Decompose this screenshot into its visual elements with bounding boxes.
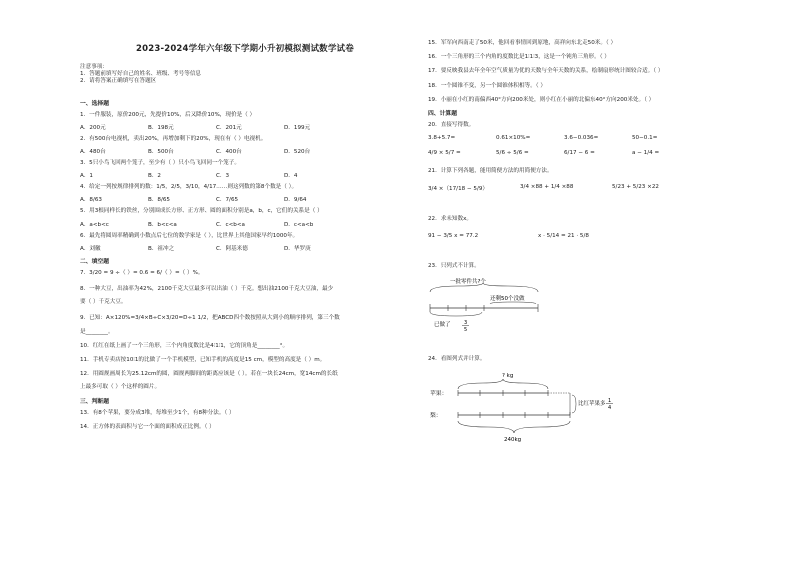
option-b: B．2 — [148, 173, 161, 180]
question-24-diagram — [428, 365, 618, 451]
expr: 91 − 3/5 x = 77.2 — [428, 232, 479, 239]
right-column — [428, 38, 728, 451]
question-10: 10．红红在纸上画了一个三角形，三个内角度数比是4∶1∶1，它的顶角是________°。 — [80, 342, 289, 349]
question-8-line-2: 要（ ）千克大豆。 — [80, 299, 127, 306]
option-a: A．8/63 — [80, 197, 102, 204]
option-a: A．a<b<c — [80, 221, 109, 228]
remain-brace — [490, 302, 536, 304]
section-fill: 二、填空题 — [80, 258, 109, 265]
notice-1: 1．答题前填写好自己的姓名、班级、考号等信息 — [80, 71, 202, 78]
expr: x · 5/14 = 21 · 5/8 — [538, 232, 589, 239]
option-b: B．198元 — [148, 124, 174, 131]
calc-item: 5/6 ÷ 5/6 = — [496, 150, 529, 157]
question-16: 16．一个三角形的三个内角的度数比是1∶1∶3，这是一个钝角三角形。（ ） — [428, 54, 610, 61]
pear-label: 梨： — [430, 413, 442, 420]
question-19: 19．小丽在小红的南偏西40°方向200米处，则小红在小丽的北偏东40°方向200米处。（ ） — [428, 96, 655, 103]
question-12-line-2: 上最多可取（ ）个这样的圆片。 — [80, 384, 161, 391]
bottom-brace — [458, 421, 570, 433]
question-15: 15．军军向西南走了50米，他回看事情回到原地，高祥向东北走50米。（ ） — [428, 40, 617, 46]
question-1-options — [80, 123, 410, 131]
question-23-diagram — [428, 274, 568, 338]
question-6: 6．最先将圆周率精确到小数点后七位的数学家是（ ），比世界上其他国家早约1000年。 — [80, 232, 299, 239]
option-d: D．华罗庚 — [284, 245, 311, 252]
option-c: C．3 — [216, 173, 230, 180]
question-21-exprs — [428, 184, 728, 192]
question-1: 1．一件服装，原价200元，先提价10%，后又降价10%，现价是（ ） — [80, 111, 256, 118]
question-8-line-1: 8．一种大豆，出油率为42%，2100千克大豆最多可以出油（ ）千克。想出油2100千克大豆油，最少 — [80, 286, 334, 293]
exam-title: 2023-2024学年六年级下学期小升初模拟测试数学试卷 — [136, 44, 354, 54]
question-13: 13．有8个苹果，要分成3堆，每堆至少1个，有8种分法。（ ） — [80, 409, 235, 416]
calc-item: a − 1/4 = — [632, 150, 660, 157]
notice-title: 注意事项： — [80, 64, 108, 70]
question-22-exprs — [428, 233, 728, 239]
question-3: 3．5只小鸟飞回两个笼子，至少有（ ）只小鸟飞回同一个笼子。 — [80, 160, 240, 167]
question-17: 17．要反映我县去年全年空气质量为优的天数与全年天数的关系，绘制扇形统计图较合适。（ ） — [428, 68, 664, 75]
option-b: B．8/65 — [148, 197, 170, 204]
question-23: 23．只列式不计算。 — [428, 262, 480, 269]
option-c: C．7/65 — [216, 197, 239, 204]
diagram-bottom-label: 已做了 — [434, 321, 451, 328]
side-label: 比红苹果多 — [578, 401, 606, 408]
question-9-line-2: 是________。 — [80, 328, 114, 335]
top-brace — [458, 379, 548, 389]
question-21: 21．计算下列各题，能用简便方法的用简便方法。 — [428, 168, 553, 175]
calc-item: 0.61×10%= — [496, 135, 531, 142]
done-brace — [430, 312, 482, 316]
question-24: 24．看图列式并计算。 — [428, 355, 486, 362]
option-b: B．祖冲之 — [148, 245, 175, 252]
left-column — [80, 38, 410, 431]
section-choice: 一、选择题 — [80, 100, 109, 107]
calc-item: 6/17 − 6 = — [564, 150, 595, 157]
expr: 3/4 ×（17/18 − 5/9） — [428, 186, 489, 193]
option-c: C．阿基米德 — [216, 245, 248, 252]
notice-2: 2．请将答案正确填写在答题区 — [80, 78, 157, 85]
calc-item: 4/9 × 5/7 = — [428, 150, 461, 157]
question-2-options — [80, 147, 410, 155]
option-d: D．520台 — [284, 149, 311, 156]
diagram-done-label: 还剩50个没做 — [490, 295, 525, 302]
fraction-numerator: 3 — [464, 319, 468, 326]
option-c: C．400台 — [216, 149, 242, 156]
diagram-top-label: ? kg — [502, 373, 514, 380]
apple-label: 苹果： — [430, 391, 448, 398]
calc-item: 50−0.1= — [632, 135, 658, 142]
question-5: 5．用3根同样长的铁丝，分别围成长方形、正方形、圆的面积分别是a，b，c，它们的关系是（ ） — [80, 208, 323, 215]
expr: 5/23 + 5/23 ×22 — [612, 184, 659, 191]
question-9-line-1: 9．已知：A×120%=3/4×B÷C×3/20=D÷1 1/2，把ABCD四个数按照从大到小的顺序排列，第三个数 — [80, 315, 340, 322]
question-20-row-2 — [428, 150, 728, 156]
option-a: A．480台 — [80, 149, 106, 156]
calc-item: 3.6−0.036= — [564, 135, 599, 142]
question-12-line-1: 12．用圆规画周长为25.12cm的圆，圆规两脚间的距离应该是（ ）。若在一块长24cm，宽14cm的长纸 — [80, 371, 338, 378]
question-7: 7．3/20 = 9 ÷（ ）= 0.6 = 6/（ ）=（ ）%。 — [80, 269, 204, 276]
option-b: B．500台 — [148, 149, 174, 156]
section-judge: 三、判断题 — [80, 398, 109, 405]
question-6-options — [80, 244, 410, 252]
option-c: C．c<b<a — [216, 221, 245, 228]
side-brace — [572, 395, 576, 413]
fraction-denominator: 4 — [608, 405, 612, 412]
option-d: D．c<a<b — [284, 221, 314, 228]
option-d: D．199元 — [284, 124, 311, 131]
option-d: D．9/64 — [284, 197, 307, 204]
question-3-options — [80, 171, 410, 179]
question-11: 11．手机专卖店按10∶1的比做了一个手机模型，已知手机的高度是15 cm，模型的高度是（ ）m。 — [80, 357, 326, 364]
option-c: C．201元 — [216, 124, 242, 131]
question-14: 14．正方体的表面积与它一个面的面积成正比例。（ ） — [80, 423, 215, 430]
question-18: 18．一个圆锥不变，另一个圆锥体积相等。（ ） — [428, 82, 546, 89]
question-20: 20．直接写得数。 — [428, 122, 475, 129]
option-a: A．1 — [80, 173, 93, 180]
option-a: A．200元 — [80, 124, 106, 131]
section-calc: 四、计算题 — [428, 111, 457, 118]
expr: 3/4 ×88 + 1/4 ×88 — [520, 184, 574, 191]
diagram-top-label: 一批零件共?个 — [450, 278, 486, 285]
option-b: B．b<c<a — [148, 221, 177, 228]
question-2: 2．有500台电视机，卖出20%，再增加剩下的20%，现在有（ ）电视机。 — [80, 135, 267, 142]
diagram-bottom-label: 240kg — [504, 437, 522, 444]
option-a: A．刘徽 — [80, 245, 101, 252]
question-5-options — [80, 220, 410, 228]
question-4-options — [80, 195, 410, 203]
fraction-numerator: 1 — [608, 398, 612, 405]
question-20-row-1 — [428, 135, 728, 141]
fraction-denominator: 5 — [464, 326, 468, 333]
question-4: 4．给定一列按规律排列的数：1/5，2/5，3/10，4/17……则这列数的第8个数是（ ）。 — [80, 184, 298, 191]
calc-item: 3.8+5.7= — [428, 135, 456, 142]
option-d: D．4 — [284, 173, 298, 180]
question-22: 22．求未知数x。 — [428, 216, 472, 223]
